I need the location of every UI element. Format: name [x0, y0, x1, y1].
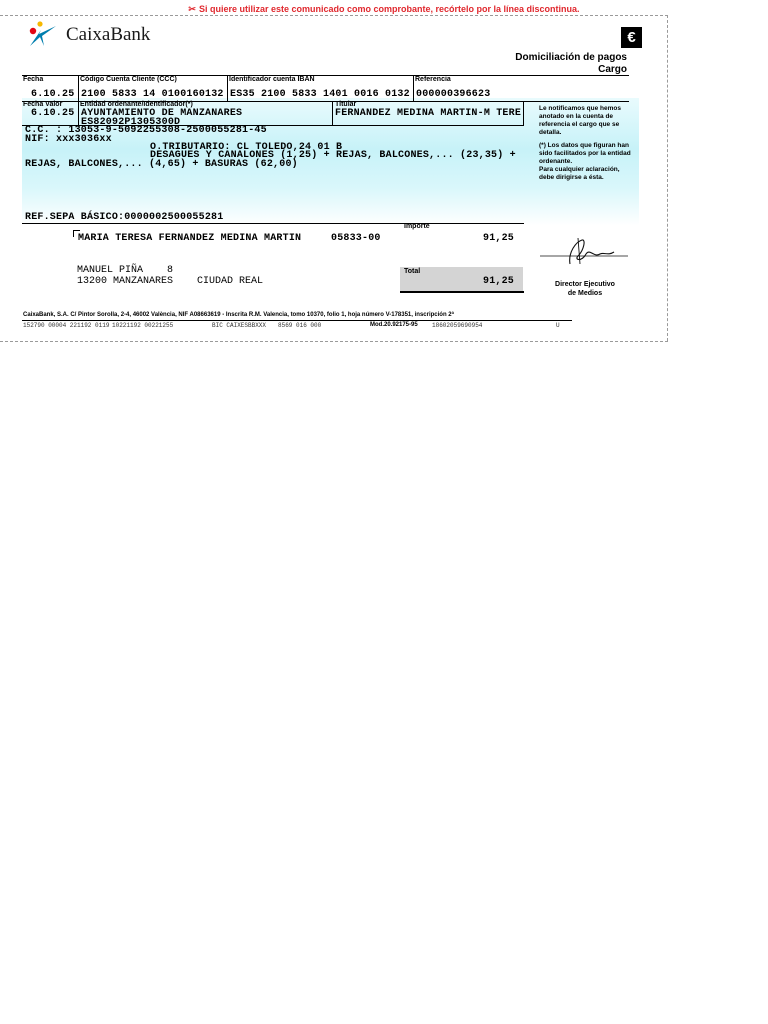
side-note	[539, 105, 631, 182]
brand-name: CaixaBank	[66, 24, 151, 45]
payer-code: 05833-00	[331, 233, 381, 244]
entidad-id-value: ES82092P1305300D	[81, 117, 181, 128]
fecha-label: Fecha	[23, 76, 44, 83]
footer-code-1: 152790 00004 221192 0119	[23, 322, 110, 329]
total-label: Total	[404, 268, 421, 275]
signature-role	[538, 280, 632, 298]
side-note-p3: Para cualquier aclaración, debe dirigirse a ésta.	[539, 166, 620, 181]
detail-tributario: O.TRIBUTARIO: CL TOLEDO,24 01 B	[150, 142, 343, 153]
row1-divider-3	[413, 75, 414, 101]
total-amount: 91,25	[483, 276, 515, 287]
fecha-value: 6.10.25	[31, 89, 75, 100]
entidad-label: Entidad ordenante/Identificador(*)	[80, 101, 193, 108]
titular-value: FERNANDEZ MEDINA MARTIN-M TERE	[335, 108, 522, 119]
fecha-valor-label: Fecha Valor	[23, 101, 63, 108]
side-note-p1: Le notificamos que hemos anotado en la cuenta de referencia el cargo que se detalla.	[539, 105, 621, 136]
euro-icon: €	[621, 27, 642, 48]
footer-bic: BIC CAIXESBBXXX	[212, 322, 267, 329]
side-note-p2: (*) Los datos que figuran han sido facilitados por la entidad ordenante.	[539, 142, 631, 165]
detail-cc: C.C. : 13053-9-5092255308-2500055281-45	[25, 125, 267, 136]
ref-sepa: REF.SEPA BÁSICO:0000002500055281	[25, 212, 224, 223]
row1-divider-2	[227, 75, 228, 101]
detail-concept-2: REJAS, BALCONES,... (4,65) + BASURAS (62,00)	[25, 159, 298, 170]
signature-role-line2: de Medios	[567, 290, 603, 297]
document-title-sub: Cargo	[598, 64, 627, 75]
caixabank-star-icon	[26, 20, 58, 48]
row2-divider-3	[523, 101, 524, 125]
total-underline	[400, 291, 524, 293]
titular-label: Titular	[335, 101, 357, 108]
detail-nif: NIF: xxx3036xx	[25, 134, 112, 145]
ref-sepa-line	[22, 223, 524, 224]
importe-amount: 91,25	[483, 233, 515, 244]
row2-divider-1	[78, 101, 79, 125]
footer-line	[22, 320, 572, 321]
document-title-main: Domiciliación de pagos	[515, 52, 627, 63]
signature-icon	[538, 234, 632, 270]
footer-code-2: 10221192 00221255	[112, 322, 174, 329]
cut-notice	[0, 4, 768, 15]
detail-concept-1: DESAGUES Y CANALONES (1,25) + REJAS, BALCONES,... (23,35) +	[150, 150, 516, 161]
importe-label: Importe	[404, 223, 430, 230]
cut-line-right	[667, 15, 668, 341]
row2-divider-2	[332, 101, 333, 125]
referencia-value: 000000396623	[416, 89, 491, 100]
address-line2: 13200 MANZANARES CIUDAD REAL	[77, 276, 264, 287]
fecha-valor-value: 6.10.25	[31, 108, 75, 119]
ccc-value: 2100 5833 14 0100160132	[81, 89, 224, 100]
footer-legal: CaixaBank, S.A. C/ Pintor Sorolla, 2-4, 46002 València, NIF A08663619 - Inscrita R.M. Valencia, tomo 10370, folio 1, hoja número V-178351, inscripción 2ª	[23, 312, 454, 318]
address-line1: MANUEL PIÑA 8	[77, 265, 174, 276]
iban-label: Identificador cuenta IBAN	[229, 76, 315, 83]
payer-name: MARIA TERESA FERNANDEZ MEDINA MARTIN	[78, 233, 302, 244]
iban-value: ES35 2100 5833 1401 0016 0132	[230, 89, 410, 100]
cut-notice-text: Si quiere utilizar este comunicado como comprobante, recórtelo por la línea discontinua.	[198, 4, 580, 14]
referencia-label: Referencia	[415, 76, 451, 83]
footer-mod: Mod.20.92175-95	[370, 322, 418, 328]
signature-role-line1: Director Ejecutivo	[555, 281, 615, 288]
cut-line-top	[0, 15, 668, 16]
entidad-value: AYUNTAMIENTO DE MANZANARES	[81, 108, 243, 119]
footer-barcode-number: 18602059690954	[432, 322, 483, 329]
footer-end: U	[556, 322, 560, 329]
ccc-label: Código Cuenta Cliente (CCC)	[80, 76, 177, 83]
footer-code-3: 8569 016 000	[278, 322, 322, 329]
cut-line-bottom	[0, 341, 668, 342]
scissors-icon: ✂	[188, 4, 196, 14]
row1-divider-1	[78, 75, 79, 101]
document-title	[515, 52, 627, 76]
